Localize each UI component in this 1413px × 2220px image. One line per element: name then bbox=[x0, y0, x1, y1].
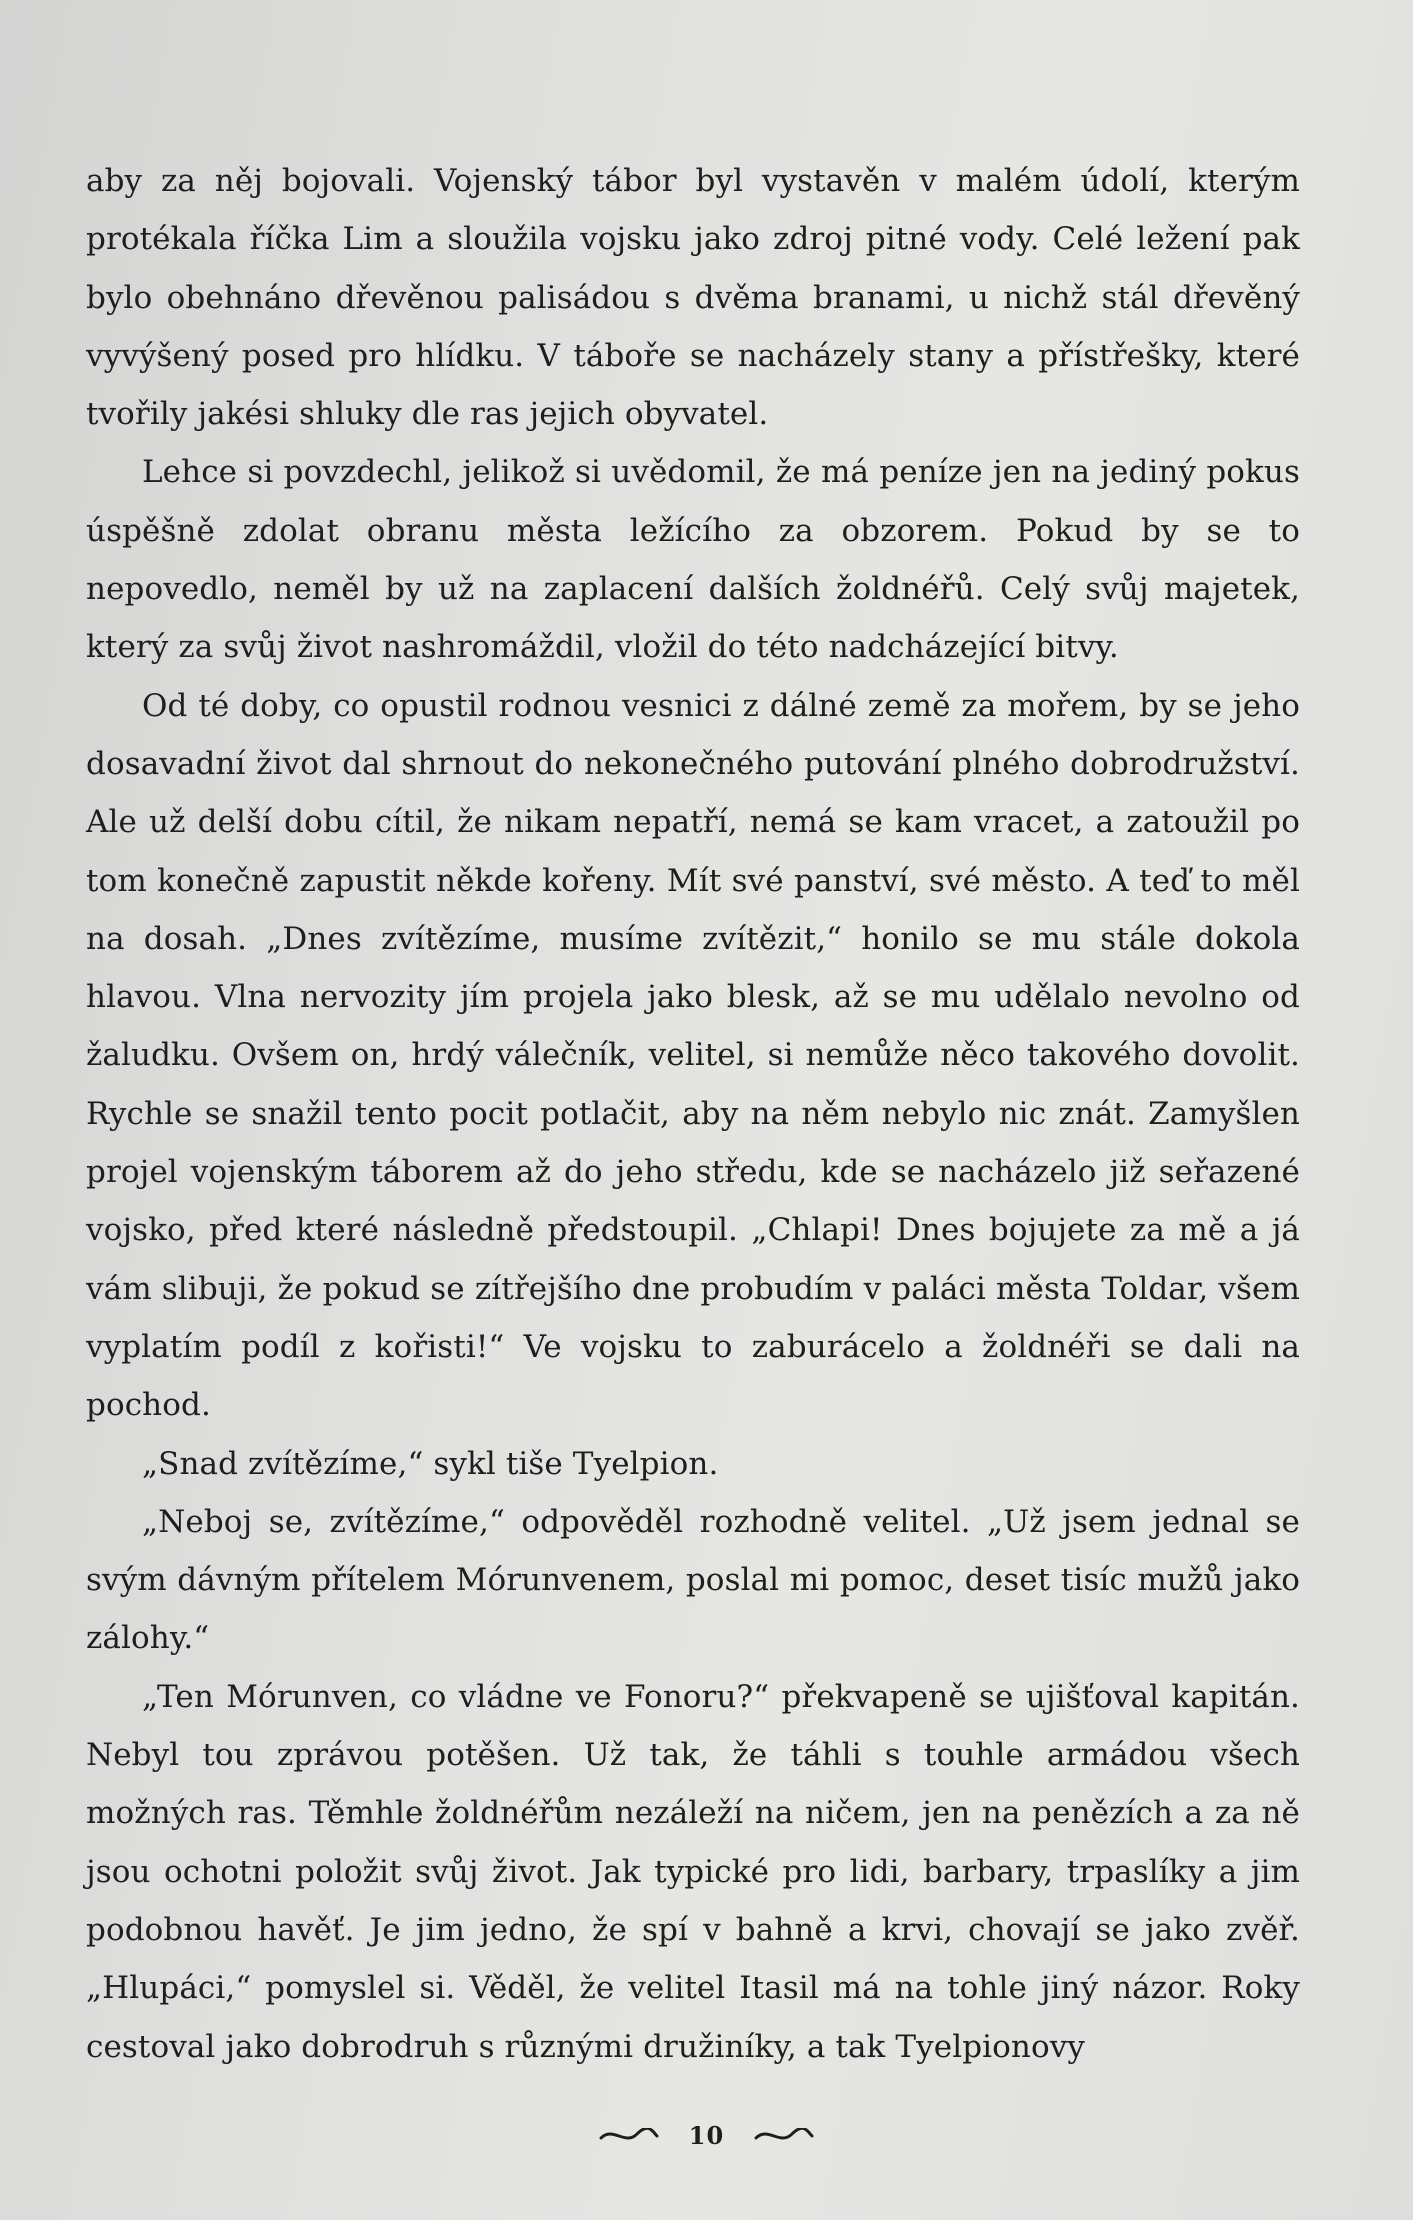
page-number: 10 bbox=[688, 2121, 725, 2150]
paragraph-1: aby za něj bojovali. Vojenský tábor byl vystavěn v malém údolí, kterým protékala říčka Lim a sloužila vojsku jako zdroj pitné vody. Celé ležení pak bylo obehnáno dřevěnou palisádou s dvěma branami, u nichž stál dřevěný vyvýšený posed pro hlídku. V táboře se nacházely stany a přístřešky, které tvořily jakési shluky dle ras jejich obyvatel. bbox=[86, 163, 1300, 433]
page-footer bbox=[0, 2120, 1413, 2150]
paragraph-5: „Neboj se, zvítězíme,“ odpověděl rozhodně velitel. „Už jsem jednal se svým dávným přítelem Mórunvenem, poslal mi pomoc, deset tisíc mužů jako zálohy.“ bbox=[86, 1503, 1300, 1657]
paragraph-3: Od té doby, co opustil rodnou vesnici z dálné země za mořem, by se jeho dosavadní život dal shrnout do nekonečného putování plného dobrodružství. Ale už delší dobu cítil, že nikam nepatří, nemá se kam vracet, a zatoužil po tom konečně zapustit někde kořeny. Mít své panství, své město. A teď to měl na dosah. „Dnes zvítězíme, musíme zvítězit,“ honilo se mu stále dokola hlavou. Vlna nervozity jím projela jako blesk, až se mu udělalo nevolno od žaludku. Ovšem on, hrdý válečník, velitel, si nemůže něco takového dovolit. Rychle se snažil tento pocit potlačit, aby na něm nebylo nic znát. Zamyšlen projel vojenským táborem až do jeho středu, kde se nacházelo již seřazené vojsko, před které následně předstoupil. „Chlapi! Dnes bojujete za mě a já vám slibuji, že pokud se zítřejšího dne probudím v paláci města Toldar, všem vyplatím podíl z kořisti!“ Ve vojsku to zaburácelo a žoldnéři se dali na pochod. bbox=[86, 687, 1300, 1424]
paragraph-2: Lehce si povzdechl, jelikož si uvědomil, že má peníze jen na jediný pokus úspěšně zdolat obranu města ležícího za obzorem. Pokud by se to nepovedlo, neměl by už na zaplacení dalších žoldnéřů. Celý svůj majetek, který za svůj život nashromáždil, vložil do této nadcházející bitvy. bbox=[86, 454, 1300, 666]
tilde-ornament-icon bbox=[754, 2122, 814, 2150]
tilde-ornament-icon bbox=[599, 2122, 659, 2150]
paragraph-4: „Snad zvítězíme,“ sykl tiše Tyelpion. bbox=[142, 1445, 719, 1482]
paragraph-6: „Ten Mórunven, co vládne ve Fonoru?“ překvapeně se ujišťoval kapitán. Nebyl tou zprávou potěšen. Už tak, že táhli s touhle armádou všech možných ras. Těmhle žoldnéřům nezáleží na ničem, jen na penězích a za ně jsou ochotni položit svůj život. Jak typické pro lidi, barbary, trpaslíky a jim podobnou havěť. Je jim jedno, že spí v bahně a krvi, chovají se jako zvěř. „Hlupáci,“ pomyslel si. Věděl, že velitel Itasil má na tohle jiný názor. Roky cestoval jako dobrodruh s různými družiníky, a tak Tyelpionovy bbox=[86, 1678, 1300, 2065]
body-text bbox=[86, 152, 1300, 2076]
